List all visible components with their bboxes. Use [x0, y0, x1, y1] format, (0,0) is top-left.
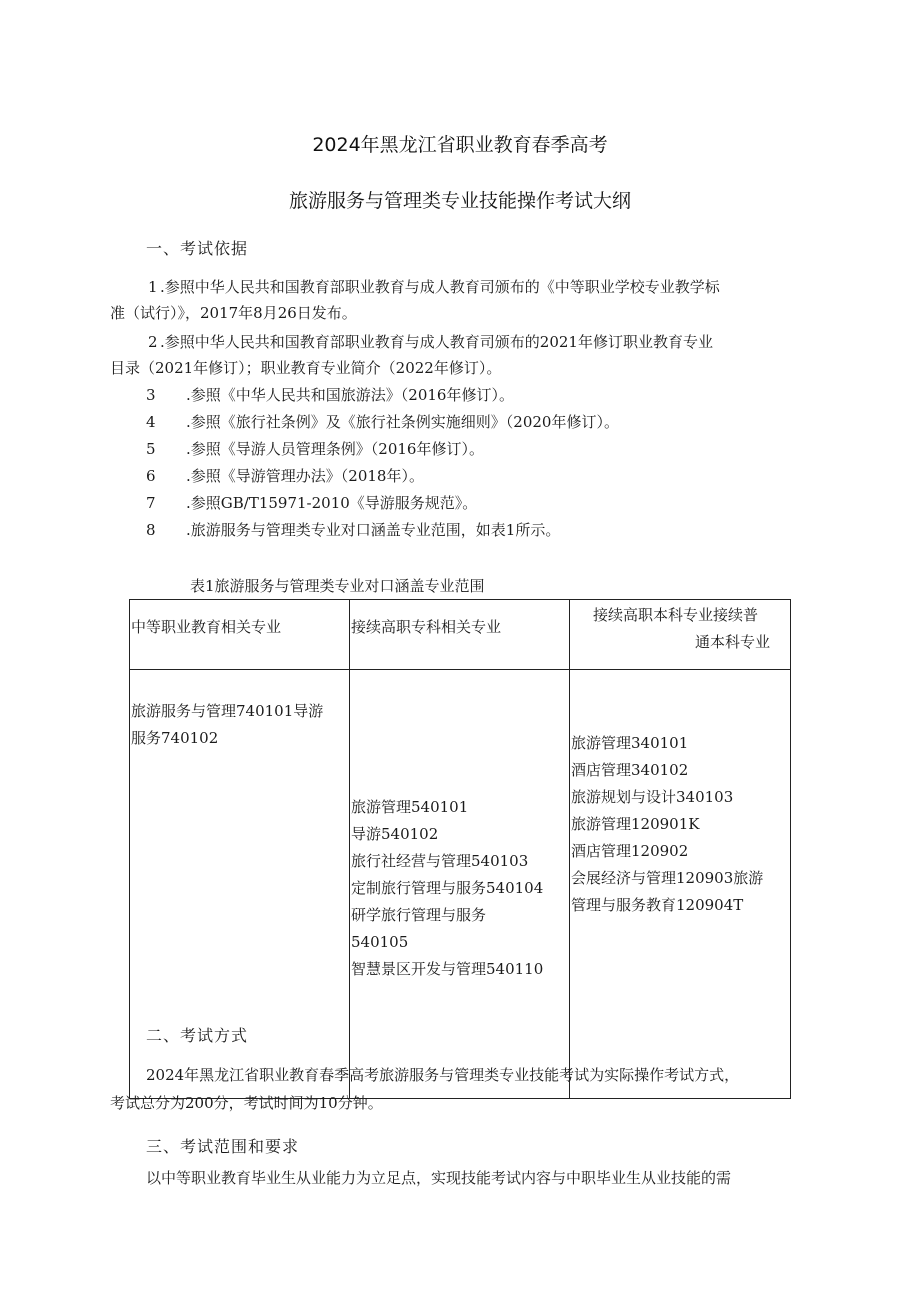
item3-number: 3: [146, 386, 156, 404]
item1-number: 1: [148, 278, 158, 296]
item8-text: .旅游服务与管理类专业对口涵盖专业范围，如表1所示。: [186, 521, 561, 539]
undergraduate-major-item: 旅游管理120901K: [571, 815, 700, 833]
table-header-col3-line1: 接续高职本科专业接续普: [592, 606, 758, 624]
document-title-line1: 2024年黑龙江省职业教育春季高考: [312, 134, 608, 156]
table-cell-vocational-college-majors: [350, 670, 570, 1099]
table-header-row: [130, 600, 791, 670]
undergraduate-major-item: 旅游管理340101: [571, 734, 689, 752]
item4-text: .参照《旅行社条例》及《旅行社条例实施细则》（2020年修订）。: [186, 413, 619, 431]
item6-number: 6: [146, 467, 156, 485]
undergraduate-major-item: 酒店管理120902: [571, 842, 689, 860]
table-header-col1: 中等职业教育相关专业: [130, 600, 350, 670]
item8-number: 8: [146, 521, 156, 539]
vocational-major-item: 旅行社经营与管理540103: [351, 852, 529, 870]
item7-number: 7: [146, 494, 156, 512]
vocational-major-item: 定制旅行管理与服务540104: [351, 879, 544, 897]
document-title-line2: 旅游服务与管理类专业技能操作考试大纲: [288, 190, 631, 212]
item6-text: .参照《导游管理办法》（2018年）。: [186, 467, 424, 485]
secondary-major-line1: 旅游服务与管理740101导游: [131, 702, 324, 720]
section2-text-line1: 2024年黑龙江省职业教育春季高考旅游服务与管理类专业技能考试为实际操作考试方式，: [146, 1066, 740, 1084]
table-caption: 表1旅游服务与管理类专业对口涵盖专业范围: [190, 577, 485, 595]
section3-text-line1: 以中等职业教育毕业生从业能力为立足点，实现技能考试内容与中职毕业生从业技能的需: [146, 1169, 732, 1187]
item7-text: .参照GB/T15971-2010《导游服务规范》。: [186, 494, 478, 512]
item1-text-line1: .参照中华人民共和国教育部职业教育与成人教育司颁布的《中等职业学校专业教学标: [160, 278, 720, 296]
undergraduate-major-item: 管理与服务教育120904T: [571, 896, 744, 914]
table-header-col3-line2: 通本科专业: [694, 633, 770, 651]
item2-number: 2: [148, 333, 158, 351]
secondary-major-line2: 服务740102: [131, 729, 219, 747]
item4-number: 4: [146, 413, 156, 431]
table-header-col3: [570, 600, 791, 670]
item1-text-line2: 准（试行）》，2017年8月26日发布。: [110, 304, 357, 322]
item2-text-line1: .参照中华人民共和国教育部职业教育与成人教育司颁布的2021年修订职业教育专业: [160, 333, 713, 351]
undergraduate-major-item: 酒店管理340102: [571, 761, 689, 779]
table-cell-undergraduate-majors: [570, 670, 791, 1099]
section3-heading: 三、考试范围和要求: [146, 1137, 300, 1156]
vocational-major-item: 研学旅行管理与服务: [351, 906, 487, 924]
vocational-major-item: 智慧景区开发与管理540110: [351, 960, 544, 978]
item5-text: .参照《导游人员管理条例》（2016年修订）。: [186, 440, 484, 458]
item5-number: 5: [146, 440, 156, 458]
undergraduate-major-item: 会展经济与管理120903旅游: [571, 869, 764, 887]
table-header-col2: 接续高职专科相关专业: [350, 600, 570, 670]
section2-text-line2: 考试总分为200分，考试时间为10分钟。: [110, 1094, 383, 1112]
item2-text-line2: 目录（2021年修订）；职业教育专业简介（2022年修订）。: [110, 359, 502, 377]
section2-heading: 二、考试方式: [146, 1026, 249, 1045]
undergraduate-major-item: 旅游规划与设计340103: [571, 788, 734, 806]
vocational-major-item: 导游540102: [351, 825, 439, 843]
section1-heading: 一、考试依据: [146, 239, 249, 258]
item3-text: .参照《中华人民共和国旅游法》（2016年修订）。: [186, 386, 514, 404]
vocational-major-item: 540105: [351, 933, 409, 951]
vocational-major-item: 旅游管理540101: [351, 798, 469, 816]
